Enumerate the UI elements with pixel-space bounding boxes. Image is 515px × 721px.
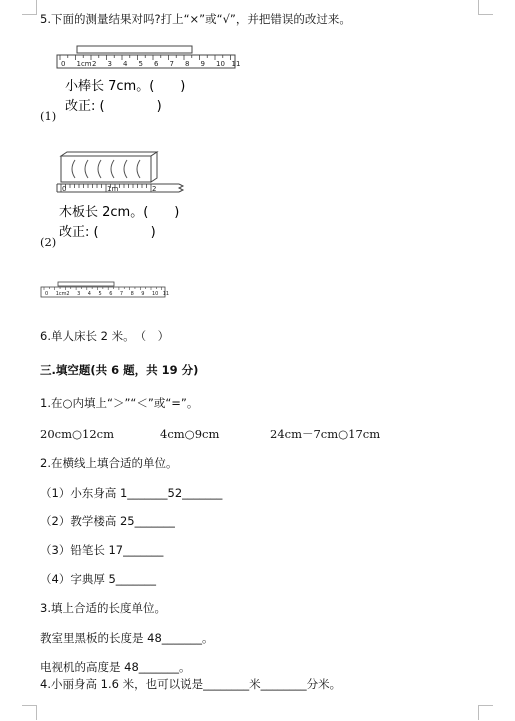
plank-top: [61, 152, 157, 156]
q5-item1-statement: 小棒长 7cm。( ): [65, 79, 186, 94]
ruler-tick-label: 0: [62, 185, 67, 193]
f1-item-3: 24cm－7cm○17cm: [270, 427, 381, 441]
ruler-tick-label: 9: [200, 60, 205, 68]
q5-item2-statement: 木板长 2cm。( ): [59, 205, 180, 220]
ruler-tick-label: 3: [77, 291, 81, 297]
q5-item2-correction: 改正: ( ): [59, 225, 156, 240]
crop-mark-top-right: [478, 0, 493, 15]
plank-side: [151, 152, 157, 182]
ruler-tick-label: 4: [87, 291, 91, 297]
ruler-tick-label: 1cm: [55, 291, 67, 297]
ruler-tick-label: 1cm: [76, 60, 92, 68]
f2-item-4: （4）字典厚 5_______: [40, 572, 157, 586]
ruler-tick-label: 8: [130, 291, 134, 297]
ruler-tick-label: 0: [61, 60, 66, 68]
ruler-tick-label: 11: [162, 291, 170, 297]
ruler-tick-label: 11: [231, 60, 241, 68]
f1-item-1: 20cm○12cm: [40, 427, 114, 441]
f3-title: 3.填上合适的长度单位。: [40, 601, 166, 615]
small-stick: [58, 282, 114, 286]
q5-figure-3: [40, 281, 170, 301]
ruler-tick-label: 7: [119, 291, 124, 297]
ruler-tick-label: 1m: [107, 185, 119, 193]
f1-title: 1.在○内填上“＞”“＜”或“=”。: [40, 396, 199, 410]
stick: [77, 46, 192, 53]
f3-item-2: 电视机的高度是 48_______。: [40, 660, 191, 674]
q5-title: 5.下面的测量结果对吗?打上“×”或“√”，并把错误的改过来。: [40, 12, 351, 26]
crop-mark-bottom-left: [22, 705, 37, 720]
q6-text: 6.单人床长 2 米。 （ ）: [40, 329, 170, 343]
ruler-tick-label: 4: [123, 60, 128, 68]
ruler-tick-label: 9: [141, 291, 145, 297]
q5-item1-number: (1): [40, 109, 57, 123]
f1-item-2: 4cm○9cm: [160, 427, 220, 441]
ruler-tick-label: 2: [66, 291, 70, 297]
ruler-tick-label: 10: [216, 60, 225, 68]
f4-text: 4.小丽身高 1.6 米，也可以说是________米________分米。: [40, 677, 342, 691]
crop-mark-top-left: [22, 0, 37, 15]
ruler-tick-label: 7: [169, 60, 174, 68]
ruler-tick-label: 10: [152, 291, 159, 297]
f2-item-1: （1）小东身高 1_______52_______: [40, 486, 223, 500]
ruler-tick-label: 6: [109, 291, 113, 297]
section3-heading: 三.填空题(共 6 题，共 19 分): [40, 363, 199, 377]
ruler-tick-label: 3: [107, 60, 112, 68]
f2-item-2: （2）教学楼高 25_______: [40, 514, 175, 528]
crop-mark-bottom-right: [478, 705, 493, 720]
q5-item2-number: (2): [40, 235, 57, 249]
q5-figure-2: [55, 148, 195, 240]
f2-item-3: （3）铅笔长 17_______: [40, 543, 164, 557]
f2-title: 2.在横线上填合适的单位。: [40, 456, 178, 470]
ruler-tick-label: 5: [98, 291, 102, 297]
ruler-tick-label: 6: [154, 60, 159, 68]
f3-item-1: 教室里黑板的长度是 48_______。: [40, 631, 214, 645]
ruler-tick-label: 0: [45, 291, 49, 297]
ruler-tick-label: 8: [185, 60, 190, 68]
q5-item1-correction: 改正: ( ): [65, 99, 162, 114]
ruler-tick-label: 2: [92, 60, 97, 68]
q5-figure-1: [55, 42, 245, 120]
ruler-tick-label: 5: [138, 60, 143, 68]
ruler-tick-label: 2: [152, 185, 157, 193]
